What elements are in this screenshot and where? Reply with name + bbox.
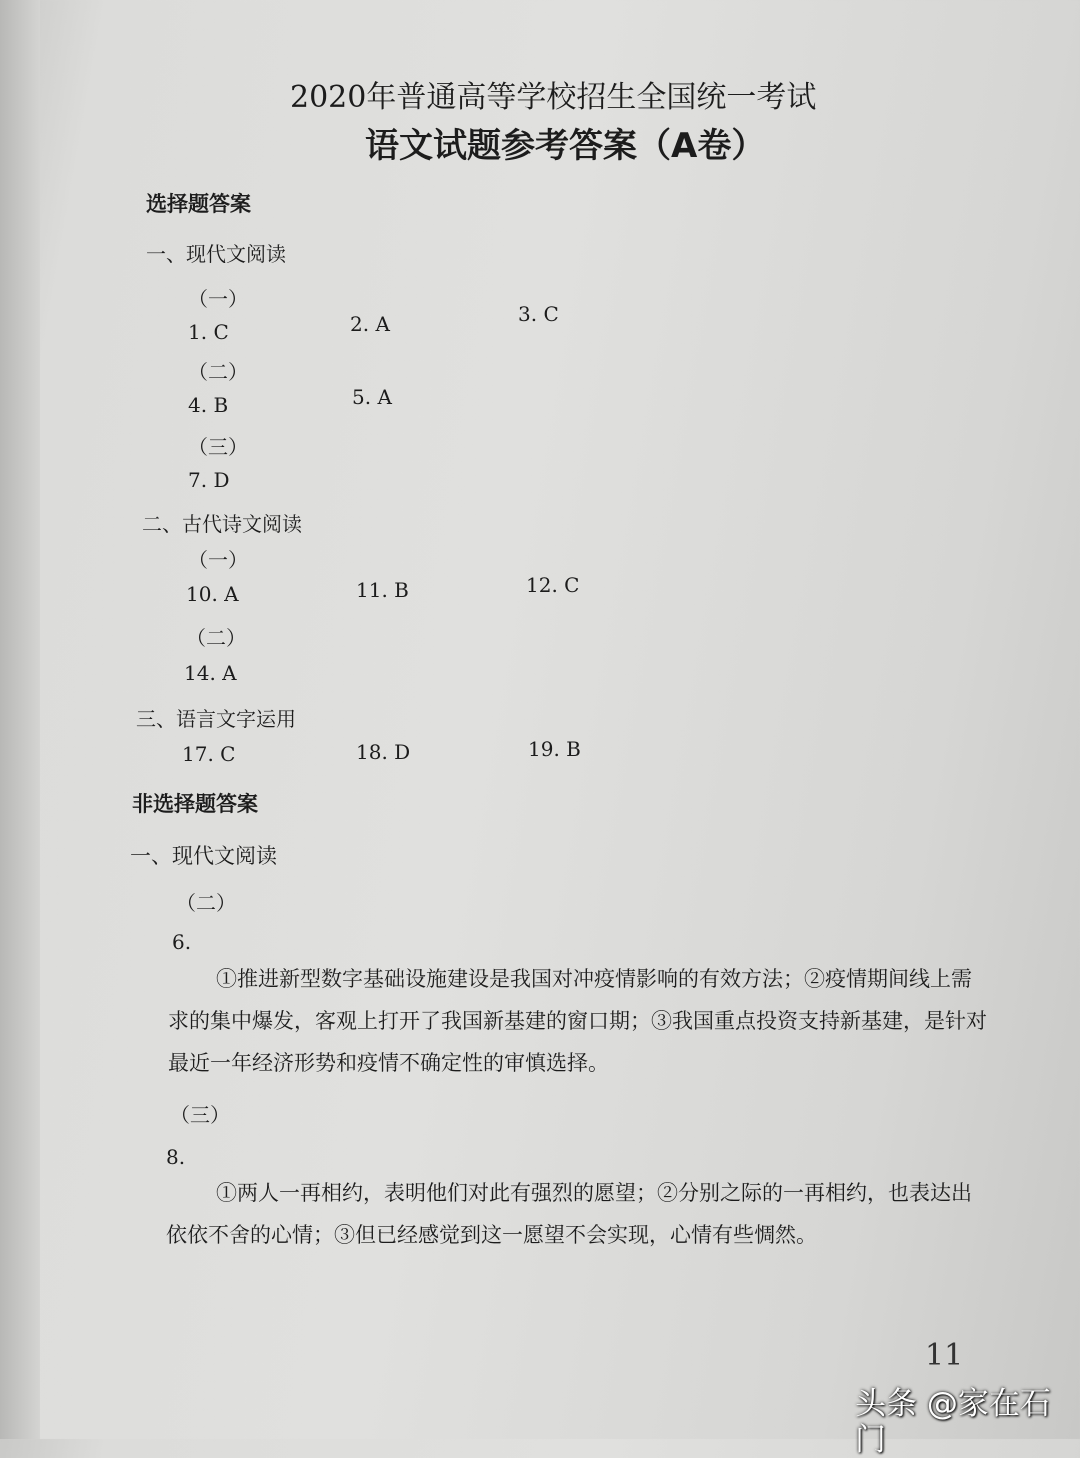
- page-number: 11: [925, 1338, 964, 1373]
- group-label: （二）: [176, 891, 236, 915]
- section-title: 二、古代诗文阅读: [142, 512, 302, 536]
- section-title: 一、现代文阅读: [130, 844, 277, 868]
- answer: 11. B: [356, 578, 409, 602]
- group-label: （一）: [188, 548, 248, 572]
- group-label: （一）: [188, 287, 248, 311]
- answer-paragraph: ①两人一再相约，表明他们对此有强烈的愿望；②分别之际的一再相约，也表达出依依不舍的心情；③但已经感觉到这一愿望不会实现，心情有些惆然。: [166, 1181, 972, 1247]
- answer: 17. C: [182, 742, 236, 766]
- group-label: （二）: [188, 360, 248, 384]
- answer: 10. A: [186, 582, 239, 606]
- question-number: 8.: [166, 1145, 186, 1169]
- answer: 14. A: [184, 661, 237, 685]
- answer: 1. C: [188, 320, 229, 344]
- answer: 4. B: [188, 393, 229, 417]
- watermark: 头条 @家在石门: [855, 1386, 1051, 1458]
- group-label: （三）: [188, 435, 248, 459]
- page-edge-shadow: [0, 0, 40, 1439]
- document-title: 2020年普通高等学校招生全国统一考试: [290, 80, 817, 115]
- answer: 3. C: [518, 302, 559, 326]
- nonchoice-heading: 非选择题答案: [132, 792, 258, 816]
- question-number: 6.: [172, 930, 192, 954]
- answer-paragraph: ①推进新型数字基础设施建设是我国对冲疫情影响的有效方法；②疫情期间线上需求的集中爆发，客观上打开了我国新基建的窗口期；③我国重点投资支持新基建，是针对最近一年经济形势和疫情不确定性的审慎选择。: [168, 967, 987, 1075]
- document-subtitle: 语文试题参考答案（A卷）: [365, 126, 766, 166]
- answer: 2. A: [350, 312, 390, 336]
- answer: 5. A: [352, 385, 392, 409]
- answer: 19. B: [528, 737, 581, 761]
- answer: 18. D: [356, 740, 411, 764]
- section-title: 一、现代文阅读: [146, 242, 286, 266]
- section-title: 三、语言文字运用: [136, 707, 296, 731]
- choice-heading: 选择题答案: [146, 192, 251, 216]
- group-label: （三）: [170, 1103, 230, 1127]
- answer: 12. C: [526, 573, 580, 597]
- answer: 7. D: [188, 468, 230, 492]
- group-label: （二）: [186, 626, 246, 650]
